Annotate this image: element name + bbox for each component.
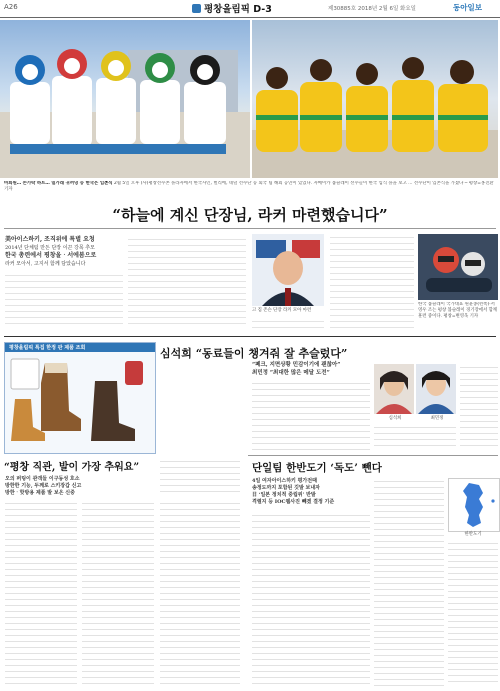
interview-subhead-2: 최민정 “최대한 많은 메달 도전” [252, 369, 330, 376]
interview-body-col1 [252, 380, 370, 450]
portrait-caption: 고 짐 존슨 단장 라커 모아 마련 [252, 308, 312, 313]
section-title [192, 1, 272, 15]
dokdo-subhead-4: 격렬지 등 IOC웹사진 빼겠 결정 기준 [252, 499, 335, 505]
caption-text: 2월 5일 오후 (사)평창선수촌 플라자에서 한국사인, 벌리에, 네덜 선수단 등 외국 팀 해외 공연이 있었다. 자메이카 봅슬레이 선수들이 한국 입식 플을 보고 … 선수단이 입촌식을 가졌다 ─ 평창=홍진환 기자 [4, 181, 494, 192]
dancers-illustration [0, 20, 250, 178]
shim-portrait [374, 364, 414, 414]
team-illustration [252, 20, 498, 178]
left-subhead-2: 방한한 기능, 두께로 스키장갑 신고 [5, 483, 82, 489]
top-subhead-3: 한국 총련에서 평창올‧서에봄으로 [5, 252, 97, 259]
dokdo-subheads [252, 478, 372, 506]
page-number: A26 [4, 3, 18, 11]
left-body-col1 [5, 500, 77, 686]
photo-choi [416, 364, 456, 414]
dokdo-body-col3 [448, 540, 498, 686]
dokdo-subhead-3: 日 ‘일본 정치적 중립위’ 반발 [252, 492, 316, 498]
newspaper-name: 동아일보 [453, 3, 482, 12]
top-subhead-1: 美아이스하키, 조직위에 특별 요청 [5, 236, 95, 243]
bobsled-illustration [418, 234, 498, 300]
dokdo-subhead-2: 송정도까지 포함된 깃발 보내자 [252, 485, 321, 491]
left-body-col3 [160, 500, 240, 686]
left-body-col2 [82, 500, 154, 686]
choi-portrait [416, 364, 456, 414]
top-photo-caption [4, 181, 496, 194]
dokdo-body-col1 [252, 512, 370, 686]
korea-map-icon [449, 479, 499, 531]
shim-name: 심석희 [388, 416, 402, 421]
dokdo-body-col2 [374, 478, 444, 686]
top-story-subheads [5, 236, 125, 268]
bobsled-caption: 한국 봅슬레이 국가대표 원윤종(왼쪽)‧서영우 조는 평창 봅슬레이 경기장에서 함께 훈련 중이다. 평창=변영욱 기자 [418, 302, 498, 319]
main-headline: “하늘에 계신 단장님, 라커 마련했습니다” [112, 206, 388, 224]
divider [4, 228, 496, 229]
top-story-body-col4 [330, 234, 414, 332]
photo-shim [374, 364, 414, 414]
boots-illustration [5, 353, 155, 451]
left-headline: “평창 직관, 발이 가장 추워요” [4, 462, 140, 473]
section-icon [192, 4, 201, 13]
issue-meta: 제30885호 2018년 2월 6일 화요일 [328, 6, 416, 12]
caption-bold: 마회원… 손가락 하트… 밀가래 귀꺼덩 등 한국은 입촌식 [4, 181, 113, 186]
product-box [4, 342, 156, 454]
dokdo-subhead-1: 4일 여자아이스하키 평가전때 [252, 478, 317, 484]
top-subhead-4: 라커 모아서, 고지서 함께 담았습니다 [5, 261, 86, 267]
photo-team [252, 20, 498, 178]
product-box-header [5, 343, 155, 352]
top-story-body-col3 [252, 318, 324, 332]
left-subheads [5, 476, 155, 497]
top-story-body-col1 [5, 272, 123, 328]
top-story-body-col2 [128, 236, 246, 328]
section-label: 평창올림픽 D-3 [204, 4, 272, 15]
top-subhead-2: 2014년 단체팀 만든 단장 이끈 강목 추모 [5, 245, 95, 251]
photo-bobsled [418, 234, 498, 300]
section-divider [4, 336, 496, 337]
left-subhead-1: 오의 퍼팅이 관객들 이구동성 호소 [5, 476, 80, 482]
unification-flag-map [448, 478, 500, 532]
photo-dancers [0, 20, 250, 178]
photo-portrait [252, 234, 324, 306]
interview-body-col2 [374, 424, 456, 450]
interview-subhead-1: “폐크, 지면상황 민감이기에 괜찮아” [252, 362, 341, 368]
product-box-title: 평창올림픽 특집 한정 판 제품 조회 [9, 345, 86, 351]
page-header [0, 0, 500, 18]
choi-name: 최민정 [430, 416, 444, 421]
interview-headline: 심석희 “동료들이 챙겨줘 잘 추슬렀다” [160, 347, 348, 360]
map-caption: 한반도기 [464, 532, 482, 537]
dokdo-headline: 단일팀 한반도기 ‘독도’ 뺀다 [252, 462, 382, 474]
interview-divider [248, 455, 498, 456]
interview-body-col3 [460, 364, 498, 450]
left-body-col3-top [160, 458, 240, 496]
left-subhead-3: 방한‧핫방용 제품 발 보온 신중 [5, 490, 75, 496]
portrait-illustration [252, 234, 324, 306]
